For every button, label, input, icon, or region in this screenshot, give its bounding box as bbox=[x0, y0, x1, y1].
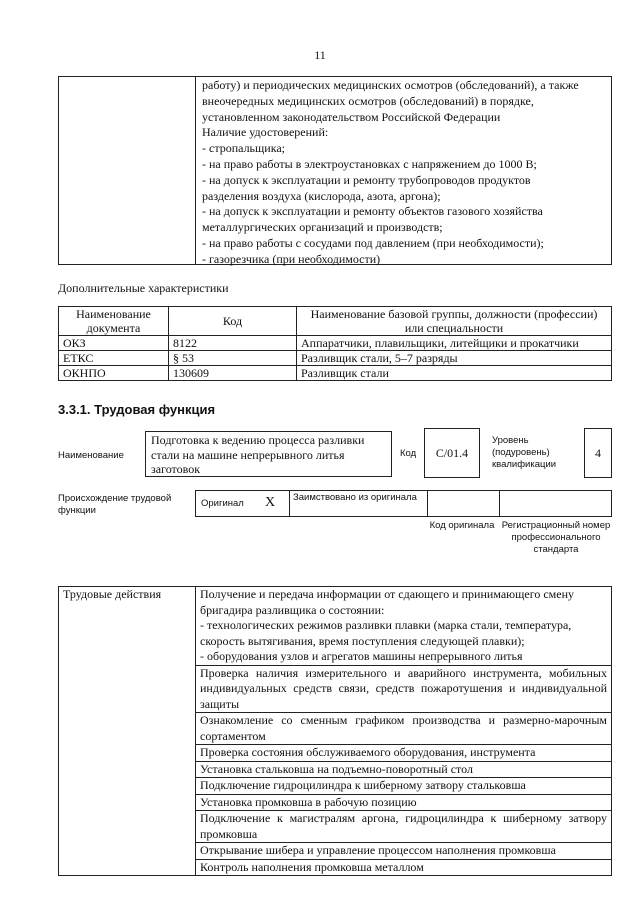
header-code: Код bbox=[169, 307, 297, 336]
continuation-line: - на право работы в электроустановках с напряжением до 1000 В; bbox=[202, 156, 537, 171]
code-cell: § 53 bbox=[169, 351, 297, 366]
doc-cell: ОКЗ bbox=[59, 336, 169, 351]
action-item: Проверка состояния обслуживаемого оборудования, инструмента bbox=[196, 745, 612, 762]
table-row bbox=[59, 366, 612, 381]
code-cell: 8122 bbox=[169, 336, 297, 351]
code-cell: 130609 bbox=[169, 366, 297, 381]
name-cell: Аппаратчики, плавильщики, литейщики и прокатчики bbox=[297, 336, 612, 351]
continuation-line: - стропальщика; bbox=[202, 141, 285, 156]
borrowed-label: Заимствовано из оригинала bbox=[293, 492, 417, 503]
code-original-label: Код оригинала bbox=[429, 520, 495, 531]
original-mark: X bbox=[265, 495, 276, 510]
action-item: Проверка наличия измерительного и аварийного инструмента, мобильных индивидуальных средств связи, средств пожаротушения и индивидуальной защиты bbox=[196, 665, 612, 713]
code-label: Код bbox=[400, 448, 417, 459]
header-group-name: Наименование базовой группы, должности (профессии) или специальности bbox=[297, 307, 612, 336]
code-original-cell bbox=[427, 491, 500, 516]
column-divider bbox=[195, 77, 196, 264]
action-item: Получение и передача информации от сдающего и принимающего смену бригадира разливщика о состоянии: - технологических режимов разливки плавки (марка стали, температура, скорость вытягивания, время поступления следующей плавки); - оборудования узлов и агрегатов машины непрерывного литья bbox=[196, 587, 612, 666]
continuation-line: внеочередных медицинских осмотров (обследований) в порядке, bbox=[202, 93, 534, 108]
table-row bbox=[59, 336, 612, 351]
continuation-text bbox=[202, 78, 607, 268]
page-number: 11 bbox=[314, 48, 326, 62]
continuation-line: разделения воздуха (кислорода, азота, аргона); bbox=[202, 188, 441, 203]
function-name-box: Подготовка к ведению процесса разливки стали на машине непрерывного литья заготовок bbox=[145, 431, 392, 477]
table-row bbox=[59, 351, 612, 366]
additional-heading: Дополнительные характеристики bbox=[58, 281, 229, 295]
continuation-line: Наличие удостоверений: bbox=[202, 125, 329, 140]
labor-function-title: 3.3.1. Трудовая функция bbox=[58, 402, 216, 417]
action-item: Установка стальковша на подъемно-поворотный стол bbox=[196, 761, 612, 778]
action-item: Установка промковша в рабочую позицию bbox=[196, 794, 612, 811]
continuation-line: - на допуск к эксплуатации и ремонту объектов газового хозяйства bbox=[202, 204, 543, 219]
action-item: Подключение к магистралям аргона, гидроцилиндра к шиберному затвору промковша bbox=[196, 811, 612, 843]
level-label: Уровень (подуровень) квалификации bbox=[492, 435, 557, 470]
additional-header-row bbox=[59, 307, 612, 336]
additional-table bbox=[58, 306, 612, 381]
level-value: 4 bbox=[584, 428, 612, 478]
original-label: Оригинал bbox=[201, 498, 244, 509]
header-doc-name: Наименование документа bbox=[59, 307, 169, 336]
name-cell: Разливщик стали, 5–7 разряды bbox=[297, 351, 612, 366]
actions-label: Трудовые действия bbox=[59, 587, 196, 876]
reg-number-cell bbox=[499, 491, 611, 516]
origin-label: Происхождение трудовой функции bbox=[58, 493, 172, 516]
continuation-line: работу) и периодических медицинских осмотров (обследований), а также bbox=[202, 78, 579, 92]
name-cell: Разливщик стали bbox=[297, 366, 612, 381]
borrowed-cell bbox=[289, 491, 428, 516]
doc-cell: ОКНПО bbox=[59, 366, 169, 381]
continuation-line: металлургических организаций и производств; bbox=[202, 220, 443, 235]
table-row bbox=[59, 587, 612, 666]
code-value: С/01.4 bbox=[424, 428, 480, 478]
action-item: Ознакомление со сменным графиком производства и размерно-марочным сортаментом bbox=[196, 713, 612, 745]
origin-row bbox=[195, 490, 612, 517]
continuation-line: - газорезчика (при необходимости) bbox=[202, 251, 381, 266]
continuation-line: - на допуск к эксплуатации и ремонту трубопроводов продуктов bbox=[202, 172, 531, 187]
action-item: Подключение гидроцилиндра к шиберному затвору стальковша bbox=[196, 778, 612, 795]
continuation-line: - на право работы с сосудами под давлением (при необходимости); bbox=[202, 235, 544, 250]
action-item: Контроль наполнения промковша металлом bbox=[196, 859, 612, 876]
continuation-line: установленном законодательством Российской Федерации bbox=[202, 109, 501, 124]
action-item: Открывание шибера и управление процессом наполнения промковша bbox=[196, 843, 612, 860]
original-cell bbox=[196, 491, 290, 516]
actions-table bbox=[58, 586, 612, 876]
continuation-table bbox=[58, 76, 612, 265]
reg-number-label: Регистрационный номер профессионального стандарта bbox=[501, 520, 611, 555]
name-label: Наименование bbox=[58, 450, 124, 461]
doc-cell: ЕТКС bbox=[59, 351, 169, 366]
